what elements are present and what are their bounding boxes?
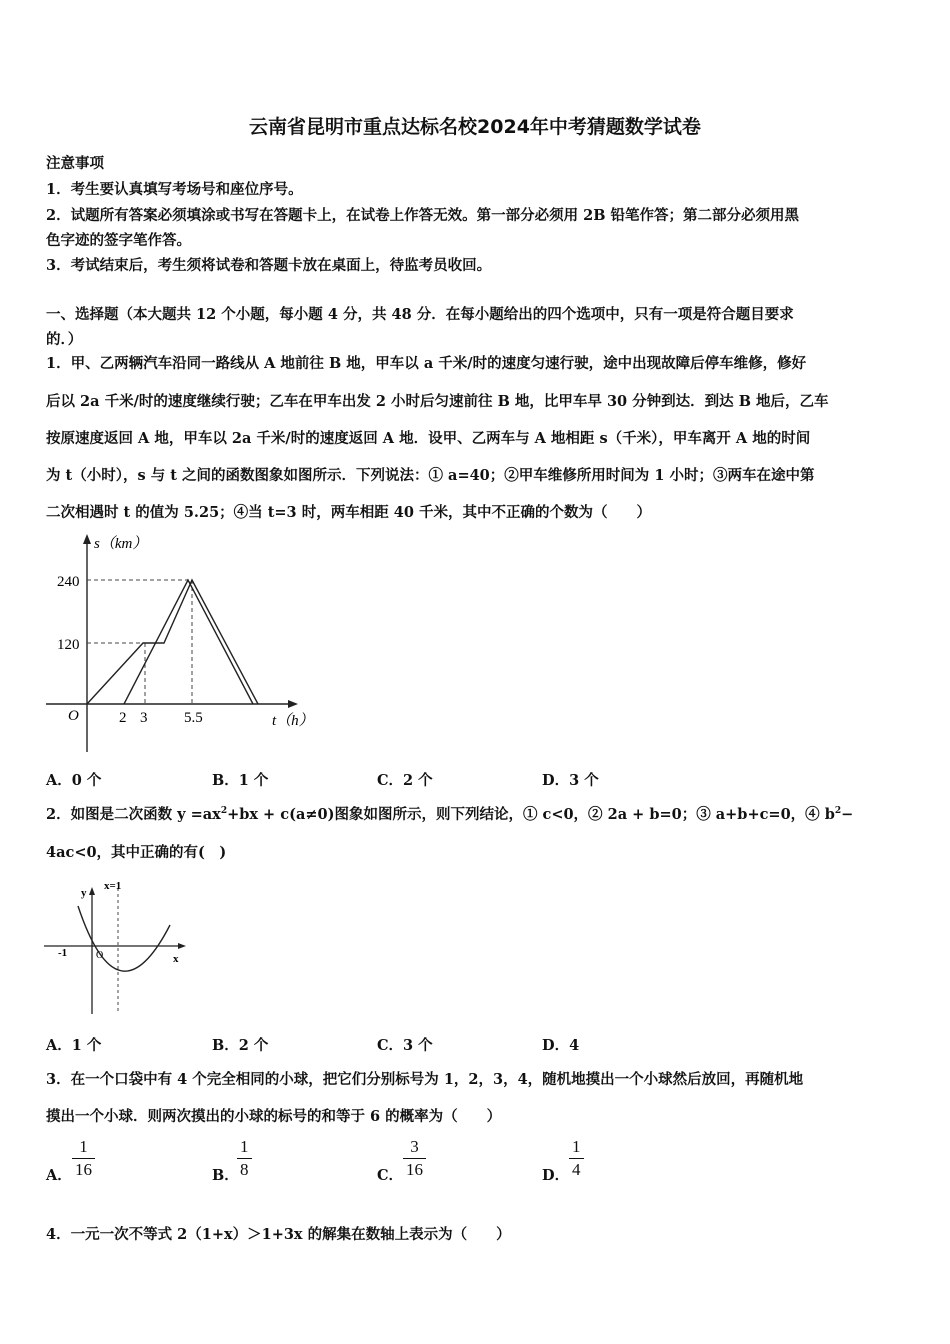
q3-option-c-fraction[interactable] — [403, 1137, 426, 1180]
notice-item-2-cont: 色字迹的签字笔作答。 — [46, 232, 191, 249]
q1-y-arrow — [83, 534, 91, 544]
q3-option-c-numerator: 3 — [410, 1137, 419, 1156]
q3-option-d-label[interactable]: D． — [542, 1167, 570, 1184]
q3-option-d-numerator: 1 — [572, 1137, 581, 1156]
q1-option-b[interactable]: B．1 个 — [212, 772, 269, 789]
q3-option-c-label[interactable]: C． — [377, 1167, 404, 1184]
q1-option-d[interactable]: D．3 个 — [542, 772, 599, 789]
q1-xtick-2: 2 — [119, 710, 127, 726]
q2-x-arrow — [178, 943, 186, 949]
q2-origin-label: O — [96, 950, 104, 961]
q2-line-1-post: +bx + c(a≠0)图象如图所示，则下列结论，① c<0，② 2a + b=0；③ a+b+c=0，④ b — [227, 806, 835, 823]
q3-option-a-denominator: 16 — [75, 1160, 92, 1179]
q2-parabola-graph — [40, 876, 195, 1021]
section-heading: 一、选择题（本大题共 12 个小题，每小题 4 分，共 48 分．在每小题给出的四个选项中，只有一项是符合题目要求 — [46, 306, 794, 323]
q3-option-a-fraction[interactable] — [72, 1137, 95, 1180]
q3-option-b-label[interactable]: B． — [212, 1167, 239, 1184]
q3-option-b-numerator: 1 — [240, 1137, 249, 1156]
q2-exponent-2: 2 — [834, 806, 842, 817]
q2-line-1 — [46, 803, 853, 824]
q2-line-1-end: − — [841, 806, 854, 823]
q1-x-label: t（h） — [272, 713, 314, 729]
q2-y-arrow — [89, 887, 95, 895]
page-title: 云南省昆明市重点达标名校2024年中考猜题数学试卷 — [249, 116, 701, 138]
q2-line-2: 4ac<0，其中正确的有( ) — [46, 844, 227, 861]
q2-option-b[interactable]: B．2 个 — [212, 1037, 269, 1054]
q1-option-a[interactable]: A．0 个 — [46, 772, 102, 789]
q2-x-label: x — [173, 953, 179, 965]
q1-car-jia-line — [87, 580, 258, 704]
q1-origin-label: O — [68, 708, 79, 724]
notice-item-1: 1．考生要认真填写考场号和座位序号。 — [46, 181, 303, 198]
q3-option-d-fraction[interactable] — [569, 1137, 584, 1180]
q4-line-1: 4．一元一次不等式 2（1+x）＞1+3x 的解集在数轴上表示为（ ） — [46, 1226, 511, 1243]
q2-option-a[interactable]: A．1 个 — [46, 1037, 102, 1054]
q3-option-a-numerator: 1 — [79, 1137, 88, 1156]
q3-option-c-denominator: 16 — [406, 1160, 423, 1179]
section-heading-cont: 的．） — [46, 331, 83, 348]
q3-line-1: 3．在一个口袋中有 4 个完全相同的小球，把它们分别标号为 1，2，3，4，随机地摸出一个小球然后放回，再随机地 — [46, 1071, 804, 1088]
q2-exponent-1: 2 — [220, 806, 228, 817]
q1-line-3: 按原速度返回 A 地，甲车以 2a 千米/时的速度返回 A 地．设甲、乙两车与 A 地相距 s（千米），甲车离开 A 地的时间 — [46, 430, 811, 447]
fraction-bar — [237, 1158, 252, 1159]
q2-axis-label: x=1 — [104, 880, 122, 892]
notice-heading: 注意事项 — [46, 155, 104, 172]
q3-option-b-fraction[interactable] — [237, 1137, 252, 1180]
q2-line-1-pre: 2．如图是二次函数 y =ax — [46, 806, 221, 823]
notice-item-2: 2．试题所有答案必须填涂或书写在答题卡上，在试卷上作答无效。第一部分必须用 2B 铅笔作答；第二部分必须用黑 — [46, 207, 800, 224]
notice-item-3: 3．考试结束后，考生须将试卷和答题卡放在桌面上，待监考员收回。 — [46, 257, 492, 274]
fraction-bar — [569, 1158, 584, 1159]
q1-option-c[interactable]: C．2 个 — [377, 772, 433, 789]
q3-option-a-label[interactable]: A． — [46, 1167, 72, 1184]
q2-option-d[interactable]: D．4 — [542, 1037, 580, 1054]
q1-line-4: 为 t（小时），s 与 t 之间的函数图象如图所示．下列说法：① a=40；②甲车维修所用时间为 1 小时；③两车在途中第 — [46, 467, 815, 484]
q3-line-2: 摸出一个小球．则两次摸出的小球的标号的和等于 6 的概率为（ ） — [46, 1108, 502, 1125]
q1-y-label: s（km） — [94, 536, 148, 552]
q2-neg-one-label: -1 — [58, 947, 68, 959]
q1-car-yi-line — [124, 580, 253, 704]
fraction-bar — [403, 1158, 426, 1159]
q3-option-d-denominator: 4 — [572, 1160, 581, 1179]
q1-line-5: 二次相遇时 t 的值为 5.25；④当 t=3 时，两车相距 40 千米，其中不正确的个数为（ ） — [46, 504, 651, 521]
q1-distance-time-graph — [40, 530, 330, 760]
q1-ytick-240: 240 — [57, 574, 80, 590]
q1-line-2: 后以 2a 千米/时的速度继续行驶；乙车在甲车出发 2 小时后匀速前往 B 地，比甲车早 30 分钟到达．到达 B 地后，乙车 — [46, 393, 829, 410]
q1-x-arrow — [288, 700, 298, 708]
q2-y-label: y — [81, 887, 87, 899]
q3-option-b-denominator: 8 — [240, 1160, 249, 1179]
q1-xtick-55: 5.5 — [184, 710, 203, 726]
q1-ytick-120: 120 — [57, 637, 80, 653]
q1-line-1: 1．甲、乙两辆汽车沿同一路线从 A 地前往 B 地，甲车以 a 千米/时的速度匀速行驶，途中出现故障后停车维修，修好 — [46, 355, 807, 372]
q2-option-c[interactable]: C．3 个 — [377, 1037, 433, 1054]
fraction-bar — [72, 1158, 95, 1159]
q1-xtick-3: 3 — [140, 710, 148, 726]
